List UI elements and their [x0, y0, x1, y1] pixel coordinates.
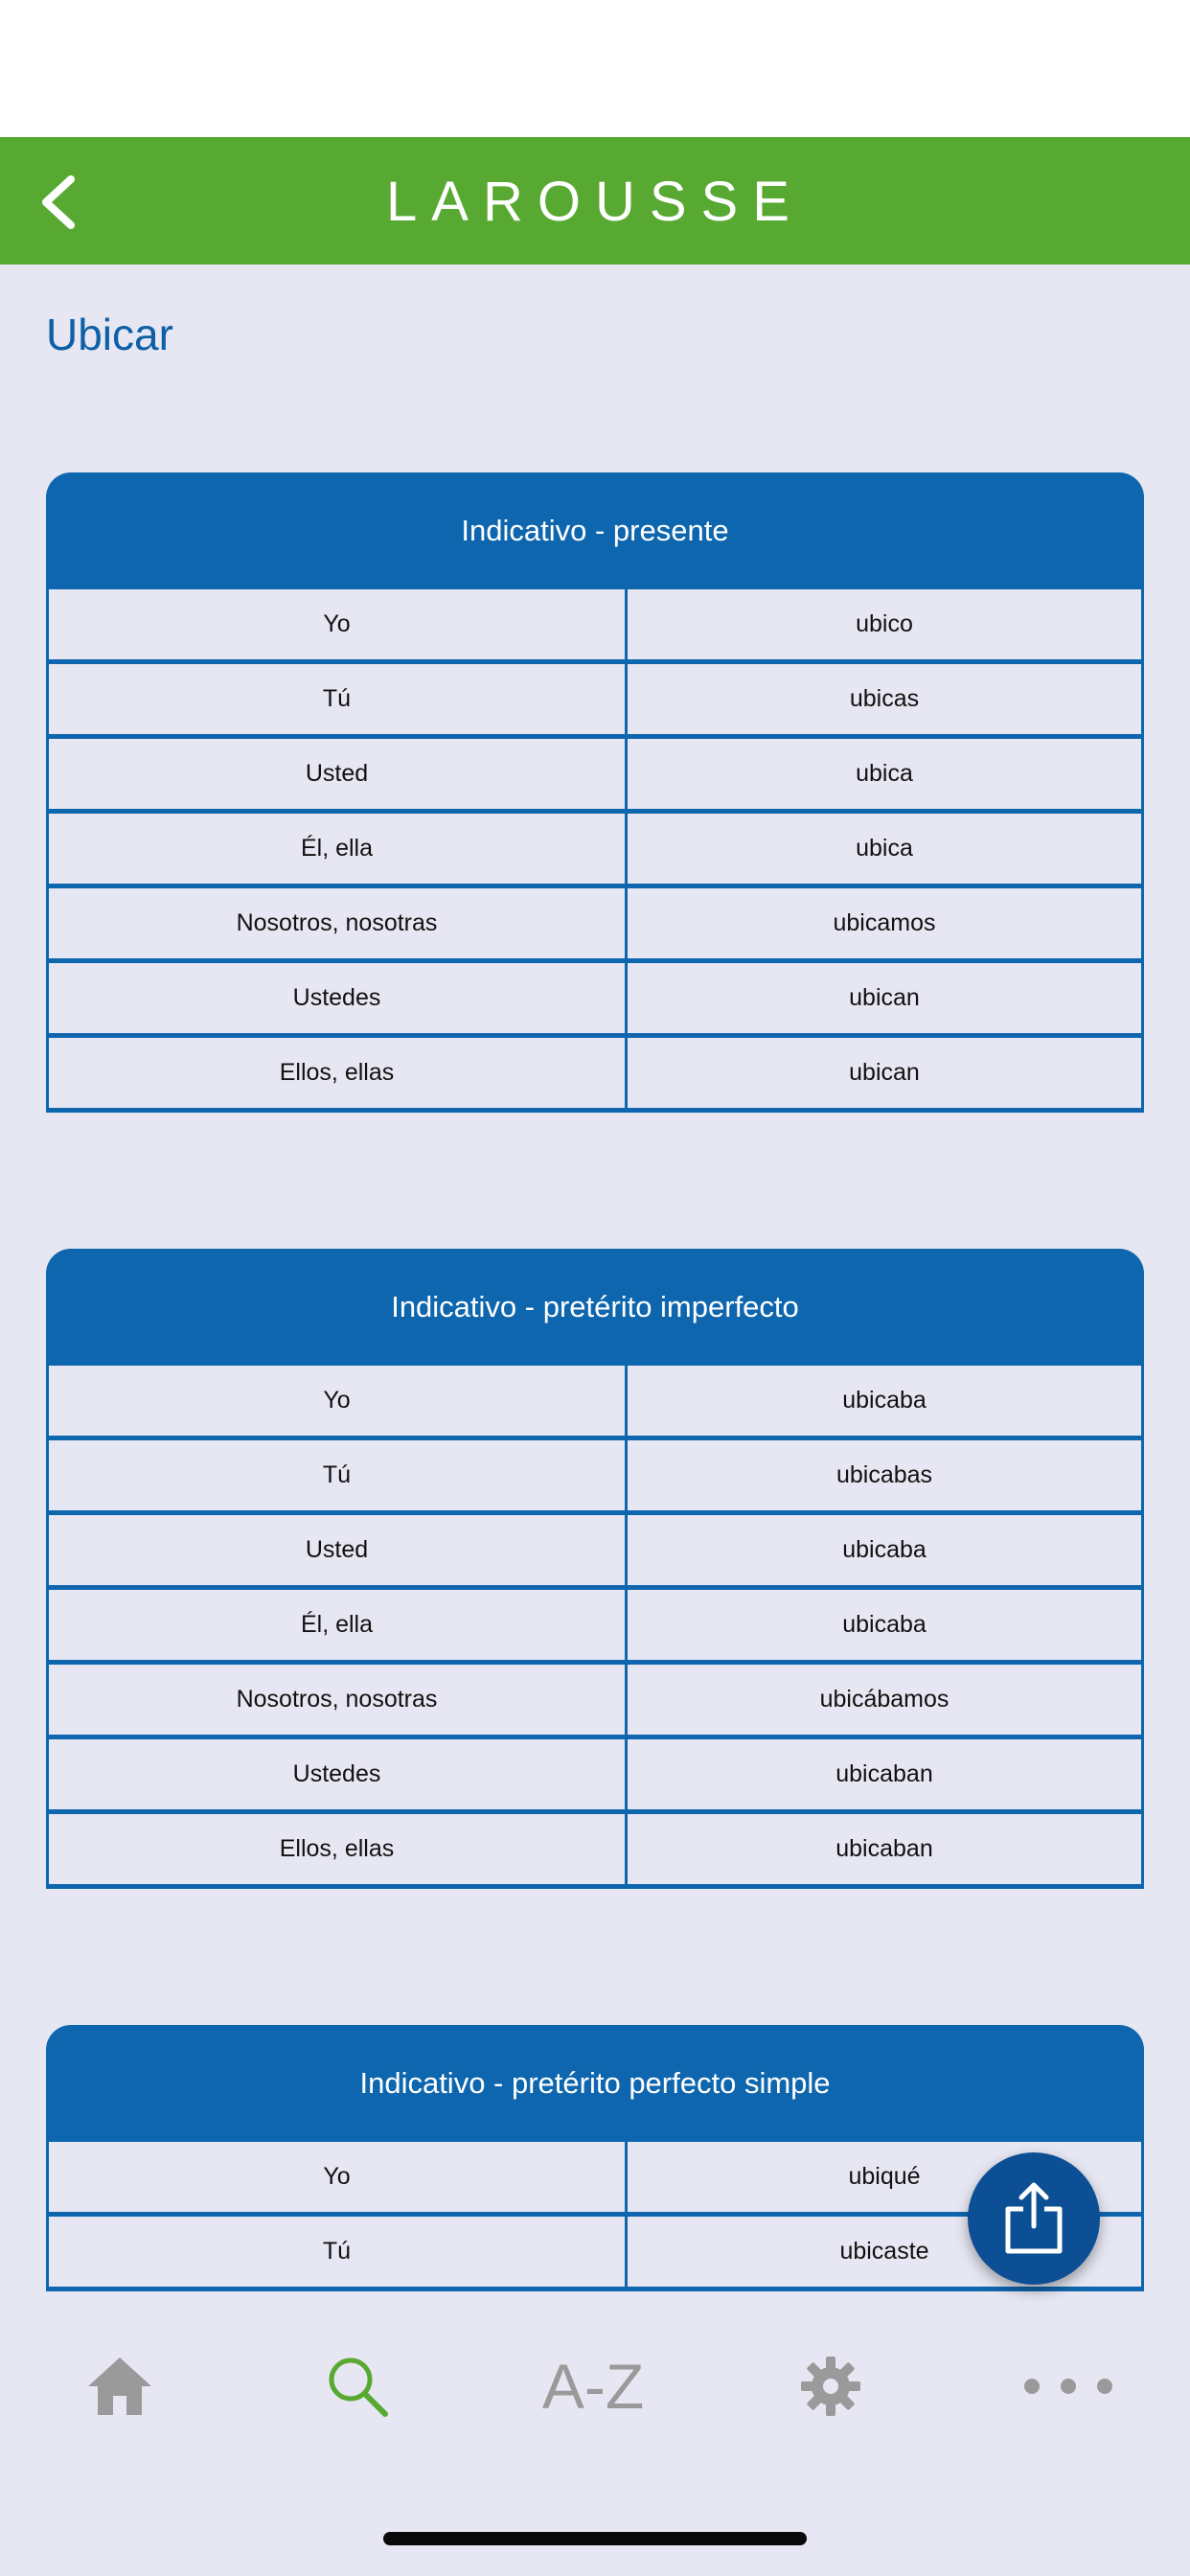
table-row: [46, 1739, 1144, 1814]
tab-home[interactable]: [57, 2338, 182, 2434]
table-row: [46, 1814, 1144, 1889]
table-row: [46, 963, 1144, 1038]
table-row: [46, 1515, 1144, 1590]
form-cell: ubicaba: [842, 1387, 927, 1414]
table-title: Indicativo - pretérito perfecto simple: [46, 2025, 1144, 2142]
pronoun-cell: Usted: [49, 1515, 628, 1585]
form-cell: ubiqué: [848, 2163, 921, 2190]
pronoun-cell: Ellos, ellas: [49, 1814, 628, 1884]
form-cell: ubicaba: [842, 1611, 927, 1638]
search-icon: [326, 2355, 389, 2418]
home-indicator: [383, 2532, 807, 2545]
pronoun-cell: Ellos, ellas: [49, 1038, 628, 1108]
gear-icon: [799, 2355, 862, 2418]
home-icon: [86, 2356, 153, 2417]
form-cell: ubican: [849, 1059, 920, 1086]
conjugation-list[interactable]: [0, 364, 1190, 2265]
pronoun-cell: Él, ella: [49, 1590, 628, 1660]
conjugation-table-imperfect: [46, 1249, 1144, 1889]
table-row: [46, 1440, 1144, 1515]
pronoun-cell: Tú: [49, 1440, 628, 1510]
form-cell: ubicaste: [839, 2238, 929, 2265]
pronoun-cell: Yo: [49, 1366, 628, 1436]
pronoun-cell: Él, ella: [49, 814, 628, 884]
pronoun-cell: Ustedes: [49, 963, 628, 1033]
pronoun-cell: Yo: [49, 589, 628, 659]
app-header: [0, 137, 1190, 264]
form-cell: ubicas: [849, 685, 920, 712]
table-row: [46, 1665, 1144, 1739]
pronoun-cell: Usted: [49, 739, 628, 809]
pronoun-cell: Tú: [49, 2217, 628, 2287]
table-row: [46, 664, 1144, 739]
share-button[interactable]: [968, 2152, 1100, 2285]
tab-search[interactable]: [295, 2338, 420, 2434]
form-cell: ubico: [856, 610, 913, 637]
table-row: [46, 888, 1144, 963]
form-cell: ubicaban: [835, 1835, 933, 1862]
status-bar: [0, 0, 1190, 137]
table-row: [46, 814, 1144, 888]
brand-logo: LAROUSSE: [386, 171, 804, 233]
form-cell: ubicabas: [835, 1461, 933, 1488]
share-icon: [1000, 2180, 1067, 2257]
pronoun-cell: Nosotros, nosotras: [49, 888, 628, 958]
table-row: [46, 1590, 1144, 1665]
table-row: [46, 1366, 1144, 1440]
form-cell: ubicábamos: [819, 1686, 950, 1713]
pronoun-cell: Nosotros, nosotras: [49, 1665, 628, 1735]
form-cell: ubican: [849, 984, 920, 1011]
tab-bar: [0, 2300, 1190, 2472]
form-cell: ubica: [856, 760, 913, 787]
tab-settings[interactable]: [768, 2338, 893, 2434]
form-cell: ubicaban: [835, 1760, 933, 1787]
conjugation-table-present: [46, 472, 1144, 1113]
table-row: [46, 589, 1144, 664]
form-cell: ubicaba: [842, 1536, 927, 1563]
table-row: [46, 739, 1144, 814]
table-title: Indicativo - pretérito imperfecto: [46, 1249, 1144, 1366]
form-cell: ubica: [856, 835, 913, 862]
pronoun-cell: Yo: [49, 2142, 628, 2212]
pronoun-cell: Tú: [49, 664, 628, 734]
more-icon: [1020, 2377, 1116, 2396]
az-label: A-Z: [541, 2351, 645, 2422]
verb-title: Ubicar: [46, 310, 173, 359]
pronoun-cell: Ustedes: [49, 1739, 628, 1809]
tab-az[interactable]: [531, 2338, 655, 2434]
form-cell: ubicamos: [833, 909, 936, 936]
tab-more[interactable]: [1006, 2338, 1131, 2434]
table-title: Indicativo - presente: [46, 472, 1144, 589]
table-row: [46, 1038, 1144, 1113]
